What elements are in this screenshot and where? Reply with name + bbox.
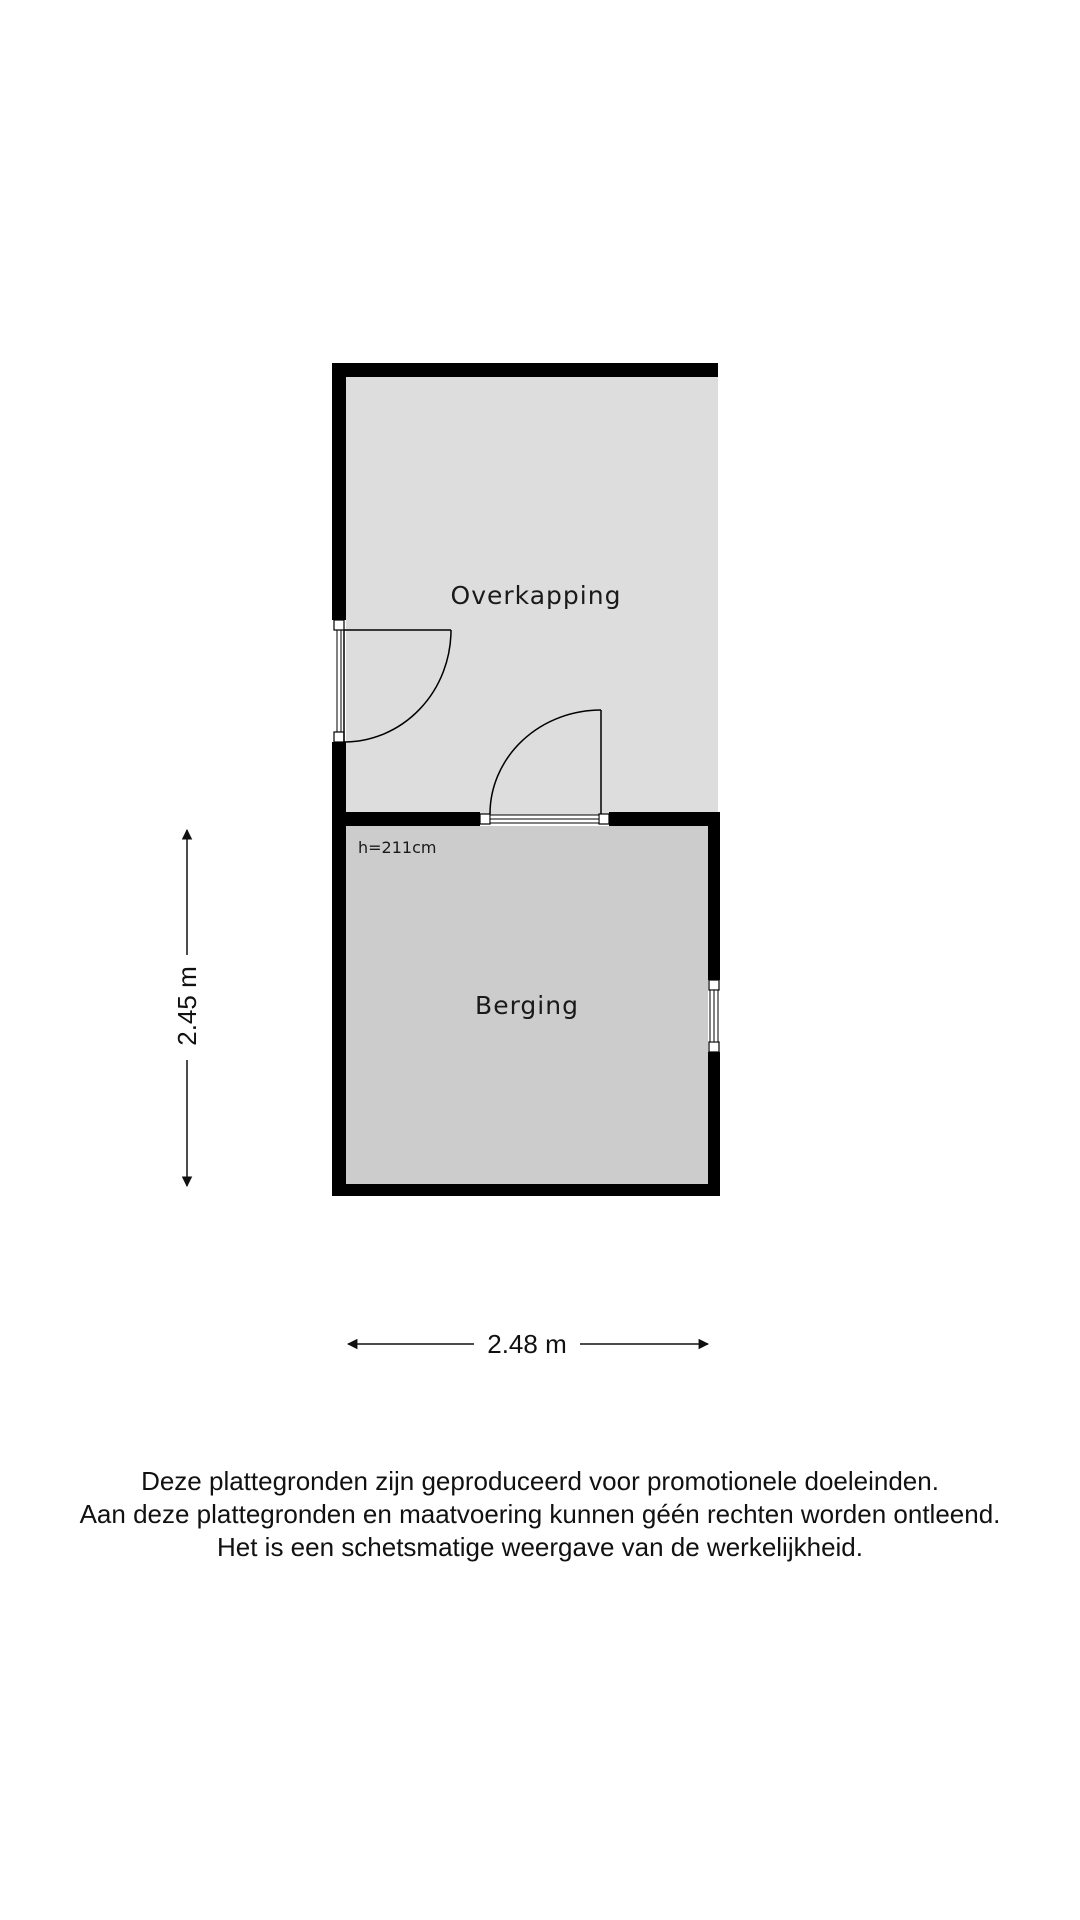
wall-middle-right xyxy=(609,812,720,826)
dimension-vertical-label: 2.45 m xyxy=(172,966,202,1046)
wall-right-lower xyxy=(708,1052,720,1196)
disclaimer-line-3: Het is een schetsmatige weergave van de werkelijkheid. xyxy=(216,1532,863,1562)
room-height-note: h=211cm xyxy=(358,838,437,857)
wall-right-upper xyxy=(708,812,720,980)
room-label-berging: Berging xyxy=(475,991,579,1020)
wall-top xyxy=(332,363,718,377)
wall-left-upper xyxy=(332,363,346,620)
disclaimer-line-1: Deze plattegronden zijn geproduceerd voor promotionele doeleinden. xyxy=(141,1466,939,1496)
disclaimer xyxy=(0,1465,1080,1564)
wall-left-lower xyxy=(332,742,346,1196)
wall-middle-left xyxy=(332,812,480,826)
wall-bottom xyxy=(332,1184,720,1196)
window-right xyxy=(709,980,719,1052)
dimension-vertical xyxy=(172,830,202,1186)
dimension-horizontal-label: 2.48 m xyxy=(487,1329,567,1359)
disclaimer-line-2: Aan deze plattegronden en maatvoering kunnen géén rechten worden ontleend. xyxy=(79,1499,1001,1529)
room-label-overkapping: Overkapping xyxy=(450,581,622,610)
dimension-horizontal xyxy=(348,1329,708,1359)
